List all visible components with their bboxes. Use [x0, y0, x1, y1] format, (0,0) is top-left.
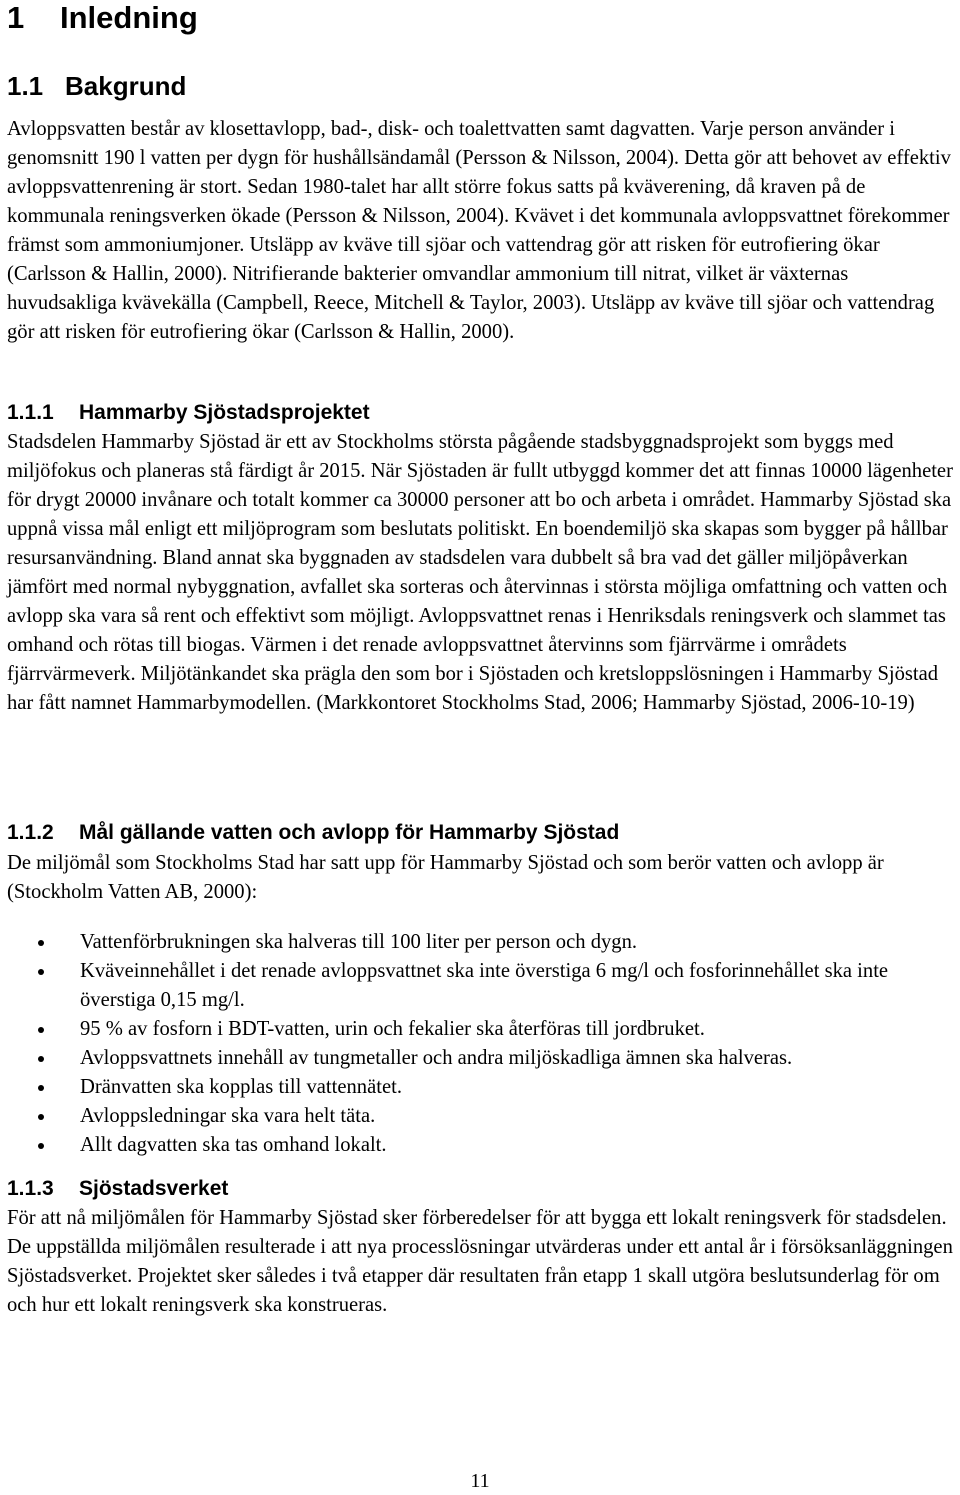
list-item: Vattenförbrukningen ska halveras till 100 liter per person och dygn.: [7, 928, 957, 957]
list-item: 95 % av fosforn i BDT-vatten, urin och fekalier ska återföras till jordbruket.: [7, 1015, 957, 1044]
heading-inledning: 1 Inledning: [7, 0, 198, 35]
bullet-icon: [38, 1027, 44, 1033]
list-item: Allt dagvatten ska tas omhand lokalt.: [7, 1131, 957, 1160]
list-item: Dränvatten ska kopplas till vattennätet.: [7, 1073, 957, 1102]
heading-bakgrund: 1.1 Bakgrund: [7, 71, 187, 101]
heading-hammarby-sjostadsprojektet: 1.1.1 Hammarby Sjöstadsprojektet: [7, 401, 370, 424]
bullet-icon: [38, 1114, 44, 1120]
list-item: Avloppsvattnets innehåll av tungmetaller och andra miljöskadliga ämnen ska halveras.: [7, 1044, 957, 1073]
list-item: Avloppsledningar ska vara helt täta.: [7, 1102, 957, 1131]
heading-mal-vatten-avlopp: 1.1.2 Mål gällande vatten och avlopp för Hammarby Sjöstad: [7, 821, 620, 844]
bullet-icon: [38, 1143, 44, 1149]
heading-sjostadsverket: 1.1.3 Sjöstadsverket: [7, 1177, 229, 1200]
list-item: Kväveinnehållet i det renade avloppsvattnet ska inte överstiga 6 mg/l och fosforinnehållet ska inte överstiga 0,15 mg/l.: [7, 957, 957, 1015]
bullet-icon: [38, 1085, 44, 1091]
bullet-icon: [38, 1056, 44, 1062]
paragraph-mal-vatten-avlopp: De miljömål som Stockholms Stad har satt upp för Hammarby Sjöstad och som berör vatten och avlopp är (Stockholm Vatten AB, 2000):: [7, 852, 884, 903]
paragraph-bakgrund: Avloppsvatten består av klosettavlopp, bad-, disk- och toalettvatten samt dagvatten. Varje person använder i genomsnitt 190 l vatten per dygn för hushållsändamål (Persson & Nilsson, 2004). Detta gör att behovet av effektiv avloppsvattenrening är stort. Sedan 1980-talet har allt större fokus satts på kväverening, då kraven på de kommunala reningsverken ökade (Persson & Nilsson, 2004). Kvävet i det kommunala avloppsvattnet förekommer främst som ammoniumjoner. Utsläpp av kväve till sjöar och vattendrag gör att risken för eutrofiering ökar (Carlsson & Hallin, 2000). Nitrifierande bakterier omvandlar ammonium till nitrat, vilket är växternas huvudsakliga kvävekälla (Campbell, Reece, Mitchell & Taylor, 2003). Utsläpp av kväve till sjöar och vattendrag gör att risken för eutrofiering ökar (Carlsson & Hallin, 2000).: [7, 118, 951, 343]
bullet-icon: [38, 940, 44, 946]
bullet-icon: [38, 969, 44, 975]
environmental-goals-list: [7, 928, 957, 1160]
paragraph-sjostadsverket: För att nå miljömålen för Hammarby Sjöstad sker förberedelser för att bygga ett lokalt reningsverk för stadsdelen. De uppställda miljömålen resulterade i att nya processlösningar utvärderas under ett antal år i försöksanläggningen Sjöstadsverket. Projektet sker således i två etapper där resultaten från etapp 1 skall utgöra beslutsunderlag för om och hur ett lokalt reningsverk ska konstrueras.: [7, 1207, 953, 1316]
page-number: 11: [470, 1470, 490, 1492]
paragraph-hammarby-sjostadsprojektet: Stadsdelen Hammarby Sjöstad är ett av Stockholms största pågående stadsbyggnadsprojekt som byggs med miljöfokus och planeras stå färdigt år 2015. När Sjöstaden är fullt utbyggd kommer det att finnas 10000 lägenheter för drygt 20000 invånare och totalt kommer ca 30000 personer att bo och arbeta i området. Hammarby Sjöstad ska uppnå vissa mål enligt ett miljöprogram som beslutats politiskt. En boendemiljö ska skapas som bygger på hållbar resursanvändning. Bland annat ska byggnaden av stadsdelen vara dubbelt så bra vad det gäller miljöpåverkan jämfört med normal nybyggnation, avfallet ska sorteras och återvinnas i största möjliga omfattning och vatten och avlopp ska vara så rent och effektivt som möjligt. Avloppsvattnet renas i Henriksdals reningsverk och slammet tas omhand och rötas till biogas. Värmen i det renade avloppsvattnet återvinns som fjärrvärme i områdets fjärrvärmeverk. Miljötänkandet ska prägla den som bor i Sjöstaden och kretsloppslösningen i Hammarby Sjöstad har fått namnet Hammarbymodellen. (Markkontoret Stockholms Stad, 2006; Hammarby Sjöstad, 2006-10-19): [7, 431, 953, 714]
